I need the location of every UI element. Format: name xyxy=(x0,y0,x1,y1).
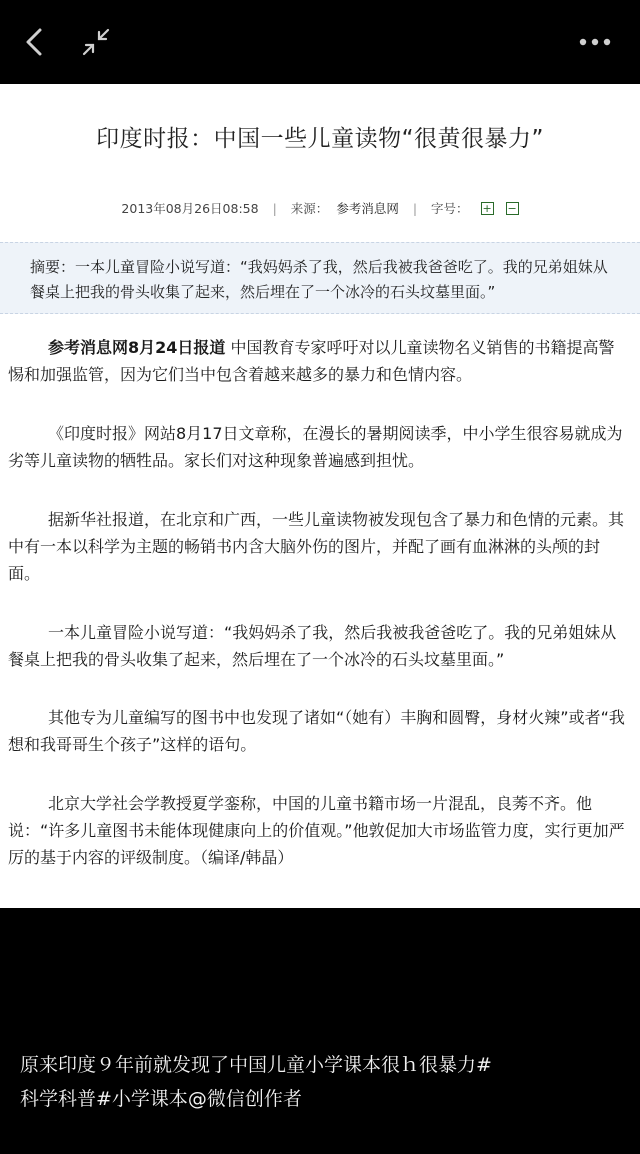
article-meta xyxy=(0,199,640,217)
paragraph-5: 其他专为儿童编写的图书中也发现了诸如“（她有）丰胸和圆臀，身材火辣”或者“我想和我哥哥生个孩子”这样的语句。 xyxy=(8,708,625,754)
paragraph-4: 一本儿童冒险小说写道：“我妈妈杀了我，然后我被我爸爸吃了。我的兄弟姐妹从餐桌上把我的骨头收集了起来，然后埋在了一个冰冷的石头坟墓里面。” xyxy=(8,623,617,669)
fontsize-increase-icon: + xyxy=(482,201,492,215)
meta-separator: | xyxy=(272,200,277,216)
collapse-arrows-icon xyxy=(81,27,111,57)
caption-line-1: 原来印度９年前就发现了中国儿童小学课本很ｈ很暴力# xyxy=(20,1054,492,1076)
publish-datetime: 2013年08月26日08:58 xyxy=(121,201,259,216)
article-image xyxy=(0,84,640,908)
top-bar xyxy=(0,0,640,84)
paragraph-1 xyxy=(8,334,628,388)
source-label: 来源： xyxy=(290,201,329,216)
abstract-text: 摘要：一本儿童冒险小说写道：“我妈妈杀了我，然后我被我爸爸吃了。我的兄弟姐妹从餐桌上把我的骨头收集了起来，然后埋在了一个冰冷的石头坟墓里面。” xyxy=(30,258,608,301)
caption-line-2: 科学科普#小学课本@微信创作者 xyxy=(20,1088,302,1110)
more-dots-icon xyxy=(578,37,612,47)
post-caption xyxy=(20,1048,630,1116)
back-button[interactable] xyxy=(14,22,54,62)
meta-separator: | xyxy=(412,200,418,216)
chevron-left-icon xyxy=(23,27,45,57)
paragraph-lead: 参考消息网8月24日报道 xyxy=(48,338,226,357)
source-value: 参考消息网 xyxy=(336,201,399,216)
shrink-button[interactable] xyxy=(76,22,116,62)
fontsize-label: 字号： xyxy=(431,201,469,216)
paragraph-3: 据新华社报道，在北京和广西，一些儿童读物被发现包含了暴力和色情的元素。其中有一本以科学为主题的畅销书内含大脑外伤的图片，并配了画有血淋淋的头颅的封面。 xyxy=(8,510,625,583)
paragraph-text: 中国教育专家呼吁对以儿童读物名义销售的书籍提高警惕和加强监管，因为它们当中包含着越来越多的暴力和色情内容。 xyxy=(8,338,615,384)
abstract-box xyxy=(0,242,640,314)
article-title: 印度时报：中国一些儿童读物“很黄很暴力” xyxy=(96,126,544,152)
paragraph-2: 《印度时报》网站8月17日文章称，在漫长的暑期阅读季，中小学生很容易就成为劣等儿童读物的牺牲品。家长们对这种现象普遍感到担忧。 xyxy=(8,424,623,470)
paragraph-6: 北京大学社会学教授夏学銮称，中国的儿童书籍市场一片混乱，良莠不齐。他说：“许多儿童图书未能体现健康向上的价值观。”他敦促加大市场监管力度，实行更加严厉的基于内容的评级制度。（编译/韩晶） xyxy=(8,794,625,867)
fontsize-decrease-icon: − xyxy=(507,201,517,215)
more-button[interactable] xyxy=(570,22,620,62)
